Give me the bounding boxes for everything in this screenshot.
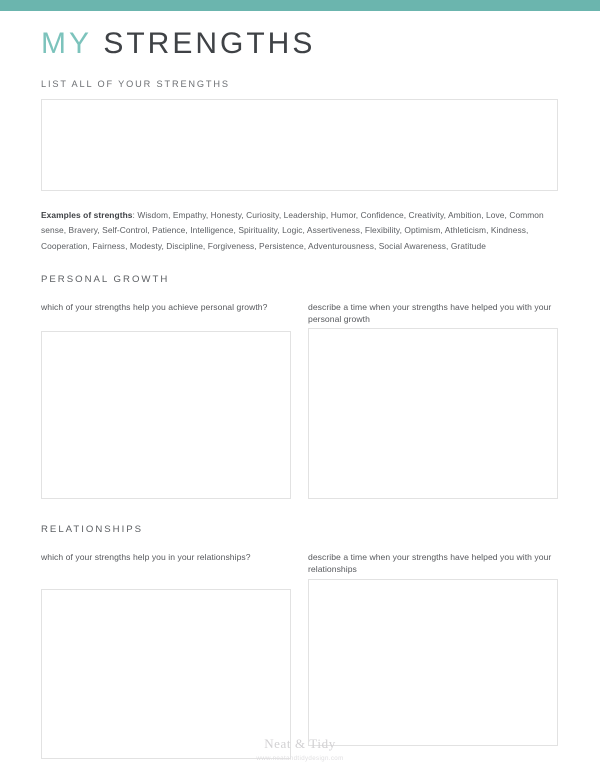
worksheet-content xyxy=(0,11,600,759)
page-title xyxy=(41,11,559,60)
examples-of-strengths xyxy=(41,196,561,255)
personal-growth-columns xyxy=(41,285,558,499)
footer-brand-name: Neat & Tidy xyxy=(264,736,336,751)
personal-growth-right-column xyxy=(308,301,558,499)
examples-list-text: Wisdom, Empathy, Honesty, Curiosity, Leadership, Humor, Confidence, Creativity, Ambition, Love, Common sense, Bravery, Self-Control, Patience, Intelligence, Spirituality, Logic, Assertiveness, Flexibility, Optimism, Athleticism, Kindness, Cooperation, Fairness, Modesty, Discipline, Forgiveness, Persistence, Adventurousness, Social Awareness, Gratitude xyxy=(41,209,544,251)
strengths-list-label: LIST ALL OF YOUR STRENGTHS xyxy=(41,78,230,89)
personal-growth-left-prompt: which of your strengths help you achieve personal growth? xyxy=(41,302,268,312)
page-title-main: STRENGTHS xyxy=(103,27,316,60)
personal-growth-right-input[interactable] xyxy=(308,328,558,499)
relationships-right-input[interactable] xyxy=(308,579,558,746)
footer-website-url[interactable]: www.neatandtidydesign.com xyxy=(256,755,344,762)
page-title-accent: MY xyxy=(41,27,92,60)
personal-growth-left-input[interactable] xyxy=(41,331,291,499)
relationships-right-prompt: describe a time when your strengths have helped you with your relationships xyxy=(308,552,552,575)
examples-separator: : xyxy=(132,209,138,220)
page-footer xyxy=(0,736,600,762)
personal-growth-left-column xyxy=(41,301,291,499)
relationships-columns xyxy=(41,535,558,759)
strengths-list-input[interactable] xyxy=(41,99,558,191)
relationships-left-column xyxy=(41,551,291,759)
examples-lead-label: Examples of strengths xyxy=(41,209,133,220)
section-heading-relationships: RELATIONSHIPS xyxy=(41,524,144,535)
personal-growth-right-prompt: describe a time when your strengths have helped you with your personal growth xyxy=(308,302,552,325)
section-heading-personal-growth: PERSONAL GROWTH xyxy=(41,274,170,285)
relationships-left-prompt: which of your strengths help you in your relationships? xyxy=(41,552,251,562)
relationships-right-column xyxy=(308,551,558,759)
relationships-left-input[interactable] xyxy=(41,589,291,759)
top-accent-bar xyxy=(0,0,600,11)
